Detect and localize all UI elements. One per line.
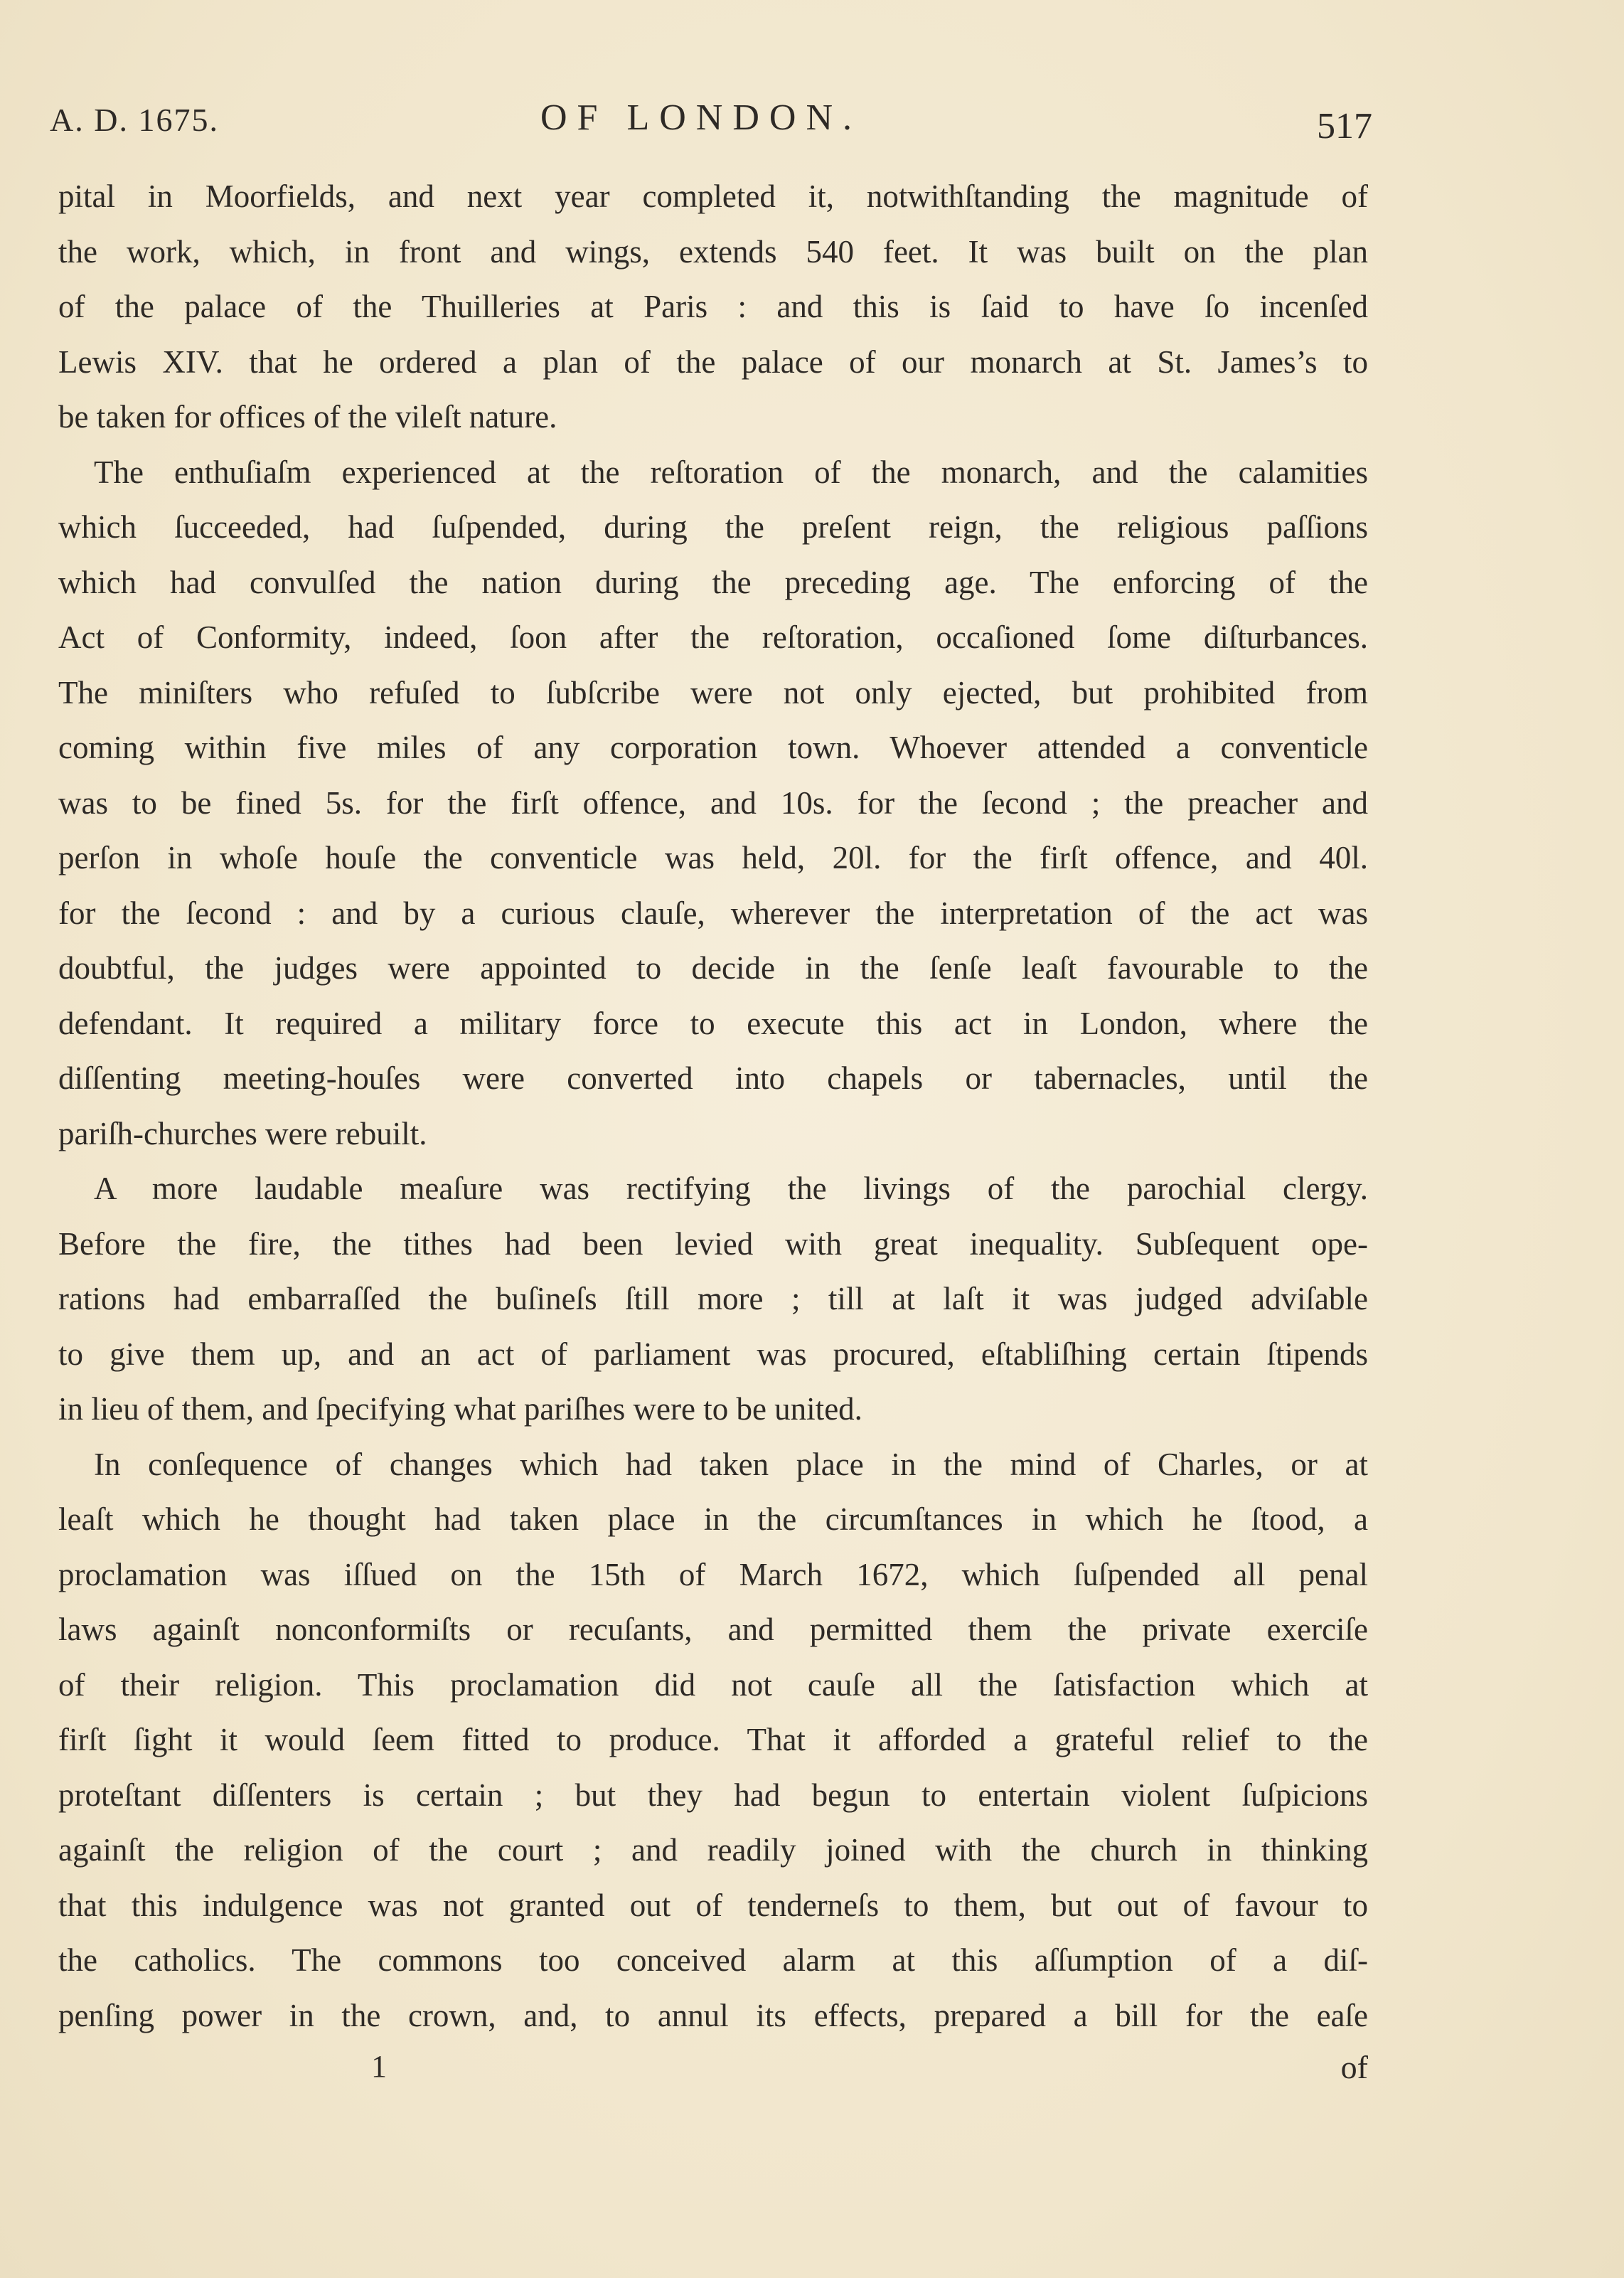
text-line: Lewis XIV. that he ordered a plan of the palace of our monarch at St. James’s to — [58, 344, 1368, 380]
text-line: In conſequence of changes which had taken place in the mind of Charles, or at — [94, 1446, 1368, 1482]
text-line: was to be fined 5s. for the firſt offence, and 10s. for the ſecond ; the preacher and — [58, 784, 1368, 821]
text-line: proteſtant diſſenters is certain ; but they had begun to entertain violent ſuſpicions — [58, 1777, 1368, 1813]
text-line: Before the fire, the tithes had been levied with great inequality. Subſequent ope- — [58, 1225, 1368, 1262]
catchword: of — [1340, 2049, 1368, 2085]
text-line: for the ſecond : and by a curious clauſe, wherever the interpretation of the act was — [58, 895, 1368, 931]
text-line: pital in Moorfields, and next year completed it, notwithſtanding the magnitude of — [58, 179, 1368, 214]
text-line: of the palace of the Thuilleries at Paris : and this is ſaid to have ſo incenſed — [58, 289, 1368, 324]
header-year: A. D. 1675. — [50, 102, 219, 138]
body-text — [58, 169, 1368, 2043]
text-line: A more laudable meaſure was rectifying the livings of the parochial clergy. — [94, 1171, 1368, 1206]
text-line: rations had embarraſſed the buſineſs ſtill more ; till at laſt it was judged adviſable — [58, 1281, 1368, 1316]
text-line: againſt the religion of the court ; and readily joined with the church in thinking — [58, 1832, 1368, 1868]
text-line: laws againſt nonconformiſts or recuſants, and permitted them the private exerciſe — [58, 1612, 1368, 1647]
text-line: leaſt which he thought had taken place in the circumſtances in which he ſtood, a — [58, 1501, 1368, 1537]
text-line: The miniſters who refuſed to ſubſcribe were not only ejected, but prohibited from — [58, 674, 1368, 710]
text-line: proclamation was iſſued on the 15th of March 1672, which ſuſpended all penal — [58, 1556, 1368, 1592]
page-footer — [58, 2043, 1368, 2092]
text-line: perſon in whoſe houſe the conventicle was held, 20l. for the firſt offence, and 40l. — [58, 840, 1368, 875]
text-line: The enthuſiaſm experienced at the reſtoration of the monarch, and the calamities — [94, 454, 1368, 490]
text-line: coming within five miles of any corporation town. Whoever attended a conventicle — [58, 730, 1368, 765]
text-line: which had convulſed the nation during the preceding age. The enforcing of the — [58, 564, 1368, 600]
text-line: penſing power in the crown, and, to annul its effects, prepared a bill for the eaſe — [58, 1997, 1368, 2033]
text-line: doubtful, the judges were appointed to decide in the ſenſe leaſt favourable to the — [58, 950, 1368, 986]
text-line: to give them up, and an act of parliament was procured, eſtabliſhing certain ſtipends — [58, 1336, 1368, 1372]
text-line: which ſucceeded, had ſuſpended, during the preſent reign, the religious paſſions — [58, 509, 1368, 545]
text-line: be taken for offices of the vileſt nature. — [58, 399, 557, 435]
text-line: Act of Conformity, indeed, ſoon after the reſtoration, occaſioned ſome diſturbances. — [58, 619, 1368, 655]
signature-mark: 1 — [371, 2049, 387, 2084]
text-line: of their religion. This proclamation did not cauſe all the ſatisfaction which at — [58, 1666, 1368, 1703]
text-line: in lieu of them, and ſpecifying what pariſhes were to be united. — [58, 1391, 862, 1427]
text-line: diſſenting meeting-houſes were converted into chapels or tabernacles, until the — [58, 1060, 1368, 1096]
running-header — [50, 91, 1372, 148]
header-title: OF LONDON. — [540, 97, 862, 138]
text-line: the work, which, in front and wings, extends 540 feet. It was built on the plan — [58, 233, 1368, 270]
page-number: 517 — [1317, 106, 1372, 147]
text-line: pariſh-churches were rebuilt. — [58, 1115, 427, 1151]
text-line: the catholics. The commons too conceived alarm at this aſſumption of a diſ- — [58, 1942, 1368, 1978]
text-line: defendant. It required a military force to execute this act in London, where the — [58, 1005, 1368, 1041]
text-line: that this indulgence was not granted out of tenderneſs to them, but out of favour to — [58, 1887, 1368, 1923]
text-line: firſt ſight it would ſeem fitted to produce. That it afforded a grateful relief to the — [58, 1722, 1368, 1757]
